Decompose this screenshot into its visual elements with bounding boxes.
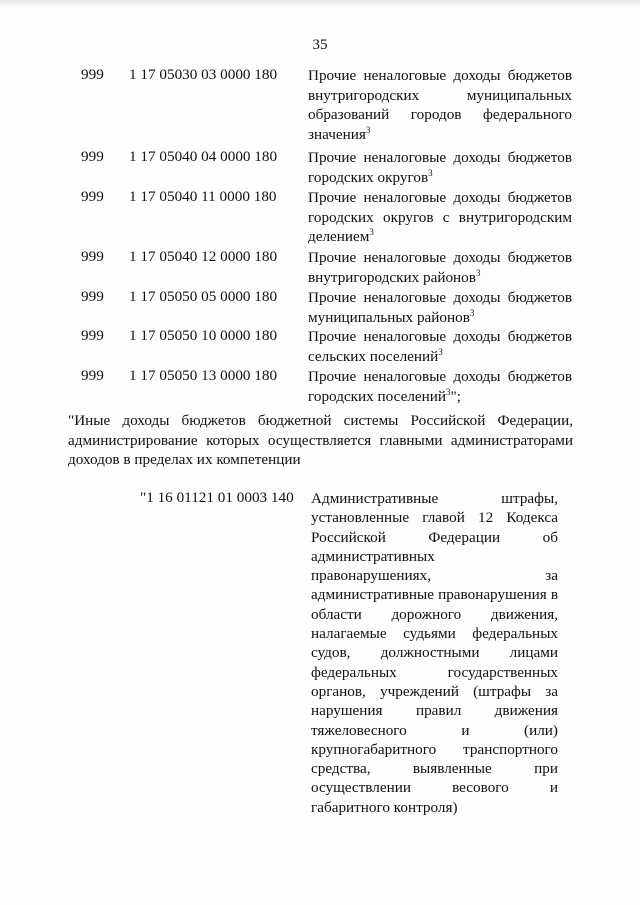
footnote-mark: 3: [446, 386, 451, 397]
income-code: 1 17 05040 11 0000 180: [129, 188, 277, 205]
income-description: Прочие неналоговые доходы бюджетов городских поселений$^3$";: [308, 368, 572, 405]
closing-quote: ";: [450, 387, 461, 405]
income-description: Прочие неналоговые доходы бюджетов внутригородских муниципальных образований городов федерального значения$^3$: [308, 67, 572, 143]
income-code: 1 17 05050 05 0000 180: [129, 288, 278, 305]
admin-code: 999: [81, 327, 104, 344]
scan-top-edge: [0, 0, 640, 7]
income-code: 1 17 05040 12 0000 180: [129, 248, 278, 265]
income-description: Прочие неналоговые доходы бюджетов муниципальных районов$^3$: [308, 289, 572, 326]
income-description: Прочие неналоговые доходы бюджетов городских округов$^3$: [308, 149, 572, 186]
footnote-mark: 3: [428, 167, 433, 178]
footnote-mark: 3: [369, 226, 374, 237]
admin-code: 999: [81, 248, 104, 265]
admin-code: 999: [81, 367, 104, 384]
footnote-mark: 3: [438, 346, 443, 357]
page-number: 35: [312, 36, 328, 53]
admin-code: 999: [81, 148, 104, 165]
admin-code: 999: [81, 188, 104, 205]
income-description: Административные штрафы, установленные главой 12 Кодекса Российской Федерации об административных правонарушениях, за административные правонарушения в области дорожного движения, налагаемые судьями федеральных судов, должностными лицами федеральных государственных органов, учреждений (штрафы за нарушения правил движения тяжеловесного и (или) крупногабаритного транспортного средства, выявленные при осуществлении весового и габаритного контроля): [311, 490, 558, 816]
income-description: Прочие неналоговые доходы бюджетов сельских поселений$^3$: [308, 328, 572, 365]
footnote-mark: 3: [475, 267, 481, 278]
income-description: Прочие неналоговые доходы бюджетов внутригородских районов$^3$: [308, 249, 572, 286]
income-description: Прочие неналоговые доходы бюджетов городских округов с внутригородским делением$^3$: [308, 189, 572, 245]
income-code: 1 17 05050 10 0000 180: [129, 327, 278, 344]
footnote-mark: 3: [469, 307, 475, 318]
footnote-mark: 3: [365, 124, 371, 135]
admin-code: 999: [81, 288, 104, 305]
income-code: 1 17 05050 13 0000 180: [129, 367, 278, 384]
income-code: 1 17 05030 03 0000 180: [129, 66, 278, 83]
admin-code: 999: [81, 66, 104, 83]
income-code: 1 17 05040 04 0000 180: [129, 148, 278, 165]
income-code: "1 16 01121 01 0003 140: [140, 489, 294, 506]
section-heading: "Иные доходы бюджетов бюджетной системы Российской Федерации, администрирование которых осуществляется главными администраторами доходов в пределах их компетенции: [68, 412, 573, 468]
